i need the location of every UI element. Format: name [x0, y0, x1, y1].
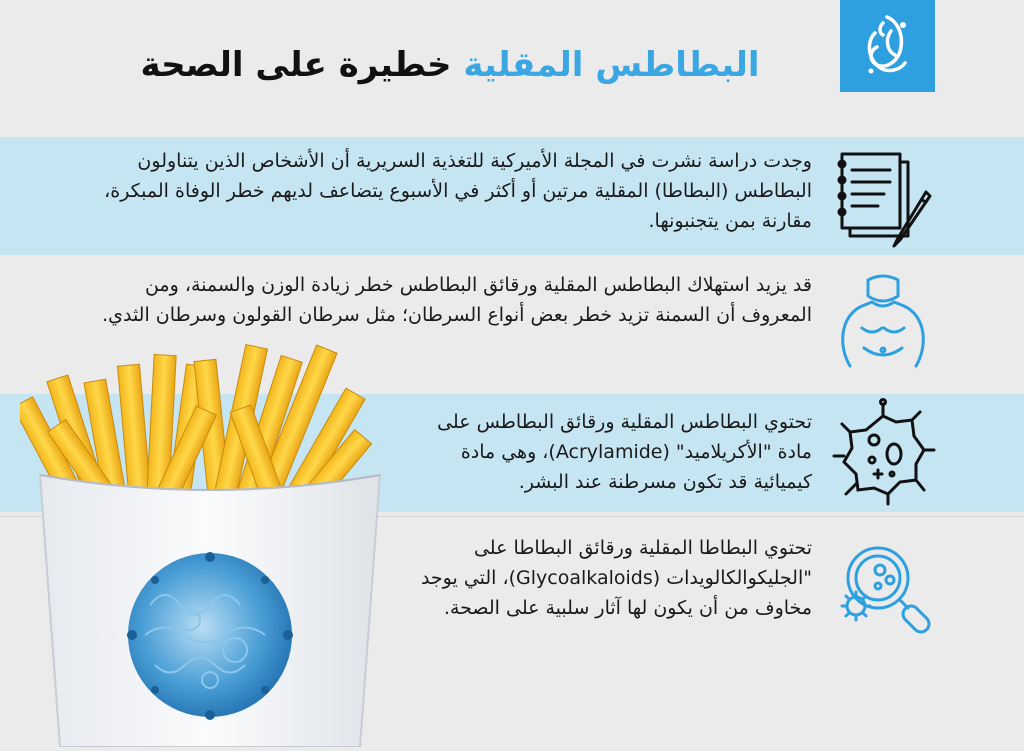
aljazeera-logo-icon [840, 0, 935, 92]
magnifier-bacteria-icon [828, 528, 938, 638]
item-text-4: تحتوي البطاطا المقلية ورقائق البطاطا على "الجليكوالكالويدات (Glycoalkaloids)، التي يوجد مخاوف من أن يكون لها آثار سلبية على الصحة. [420, 537, 812, 619]
cancer-cell-icon [828, 398, 938, 508]
page-title [120, 40, 780, 90]
document-pen-icon [828, 140, 938, 250]
title-highlight: البطاطس المقلية [463, 45, 760, 85]
french-fries-icon [20, 335, 400, 747]
item-text-1: وجدت دراسة نشرت في المجلة الأميركية للتغذية السريرية أن الأشخاص الذين يتناولون البطاطس (البطاطا) المقلية مرتين أو أكثر في الأسبوع يتضاعف لديهم خطر الوفاة المبكرة، مقارنة بمن يتجنبونها. [104, 150, 812, 232]
obese-body-icon [828, 266, 938, 376]
item-text-2: قد يزيد استهلاك البطاطس المقلية ورقائق البطاطس خطر زيادة الوزن والسمنة، ومن المعروف أن السمنة تزيد خطر بعض أنواع السرطان؛ مثل سرطان القولون وسرطان الثدي. [102, 274, 812, 326]
title-rest: خطيرة على الصحة [140, 45, 452, 85]
item-text-3: تحتوي البطاطس المقلية ورقائق البطاطس على مادة "الأكريلاميد" (Acrylamide)، وهي مادة كيميائية قد تكون مسرطنة عند البشر. [437, 411, 812, 493]
